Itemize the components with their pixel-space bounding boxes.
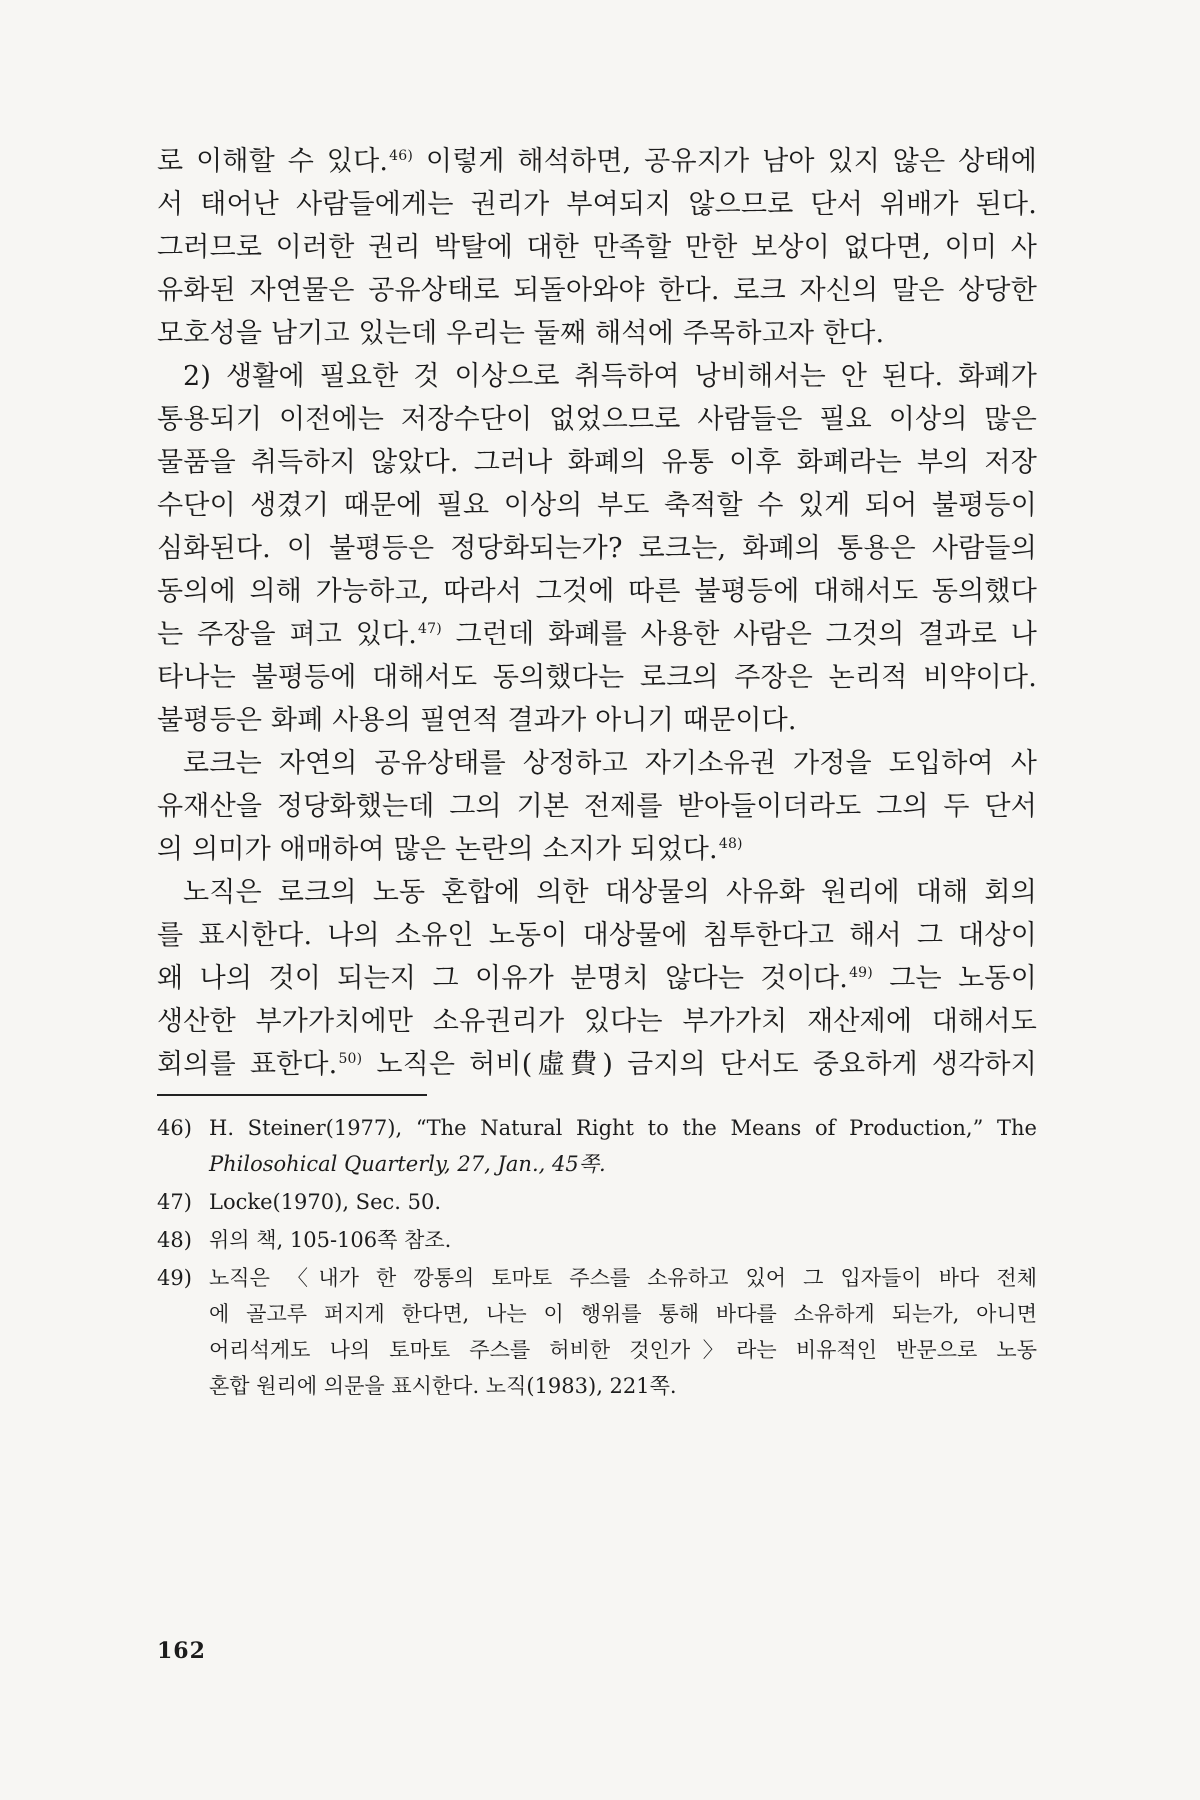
footnote-line: Philosohical Quarterly, 27, Jan., 45쪽. xyxy=(209,1152,606,1176)
page-body xyxy=(157,140,1037,1406)
text-line: 서 태어난 사람들에게는 권리가 부여되지 않으므로 단서 위배가 된다. xyxy=(157,189,1037,220)
text-line: 노직은 로크의 노동 혼합에 의한 대상물의 사유화 원리에 대해 회의 xyxy=(183,877,1037,908)
footnote-number: 47) xyxy=(157,1190,192,1214)
footnote-line: Locke(1970), Sec. 50. xyxy=(209,1190,442,1214)
footnotes xyxy=(157,1110,1037,1404)
body-text xyxy=(157,140,1037,1086)
text-line xyxy=(157,1043,1037,1086)
text-segment: 이렇게 해석하면, 공유지가 남아 있지 않은 상태에 xyxy=(425,146,1037,177)
text-line: 통용되기 이전에는 저장수단이 없었으므로 사람들은 필요 이상의 많은 xyxy=(157,404,1037,435)
footnote-line: H. Steiner(1977), “The Natural Right to the Means of Production,” The xyxy=(209,1116,1037,1140)
footnote-number: 46) xyxy=(157,1116,192,1140)
footnote-divider xyxy=(157,1094,427,1096)
footnote-text xyxy=(209,1260,1037,1404)
text-line: 수단이 생겼기 때문에 필요 이상의 부도 축적할 수 있게 되어 불평등이 xyxy=(157,490,1037,521)
text-line: 로크는 자연의 공유상태를 상정하고 자기소유권 가정을 도입하여 사 xyxy=(183,748,1037,779)
footnote-48 xyxy=(157,1222,1037,1258)
footnote-ref-46[interactable]: 46) xyxy=(389,148,414,164)
text-segment: 는 주장을 펴고 있다. xyxy=(157,619,418,650)
text-line: 유재산을 정당화했는데 그의 기본 전제를 받아들이더라도 그의 두 단서 xyxy=(157,791,1037,822)
footnote-line: 혼합 원리에 의문을 표시한다. 노직(1983), 221쪽. xyxy=(209,1374,677,1398)
text-line: 그러므로 이러한 권리 박탈에 대한 만족할 만한 보상이 없다면, 이미 사 xyxy=(157,232,1037,263)
footnote-46 xyxy=(157,1110,1037,1182)
footnote-line: 어리석게도 나의 토마토 주스를 허비한 것인가〉라는 비유적인 반문으로 노동 xyxy=(209,1338,1037,1362)
text-line: 불평등은 화폐 사용의 필연적 결과가 아니기 때문이다. xyxy=(157,705,797,736)
footnote-text xyxy=(209,1222,1037,1258)
footnote-line: 위의 책, 105-106쪽 참조. xyxy=(209,1228,452,1252)
footnote-text xyxy=(209,1110,1037,1182)
text-segment: 왜 나의 것이 되는지 그 이유가 분명치 않다는 것이다. xyxy=(157,963,849,994)
text-line: 2) 생활에 필요한 것 이상으로 취득하여 낭비해서는 안 된다. 화폐가 xyxy=(183,361,1037,392)
text-line xyxy=(157,828,1037,871)
footnote-ref-47[interactable]: 47) xyxy=(418,621,442,637)
text-line: 물품을 취득하지 않았다. 그러나 화폐의 유통 이후 화폐라는 부의 저장 xyxy=(157,447,1037,478)
text-line: 모호성을 남기고 있는데 우리는 둘째 해석에 주목하고자 한다. xyxy=(157,318,885,349)
footnote-line: 노직은 〈내가 한 깡통의 토마토 주스를 소유하고 있어 그 입자들이 바다 전체 xyxy=(209,1266,1037,1290)
text-line: 를 표시한다. 나의 소유인 노동이 대상물에 침투한다고 해서 그 대상이 xyxy=(157,920,1037,951)
text-line xyxy=(157,957,1037,1000)
text-line xyxy=(157,140,1037,183)
footnote-ref-49[interactable]: 49) xyxy=(849,965,873,981)
footnote-line: 에 골고루 퍼지게 한다면, 나는 이 행위를 통해 바다를 소유하게 되는가, 아니면 xyxy=(209,1302,1037,1326)
text-segment: 회의를 표한다. xyxy=(157,1049,338,1080)
text-line: 심화된다. 이 불평등은 정당화되는가? 로크는, 화폐의 통용은 사람들의 xyxy=(157,533,1037,564)
page-number: 162 xyxy=(157,1638,206,1664)
text-line xyxy=(157,613,1037,656)
text-segment: 의 의미가 애매하여 많은 논란의 소지가 되었다. xyxy=(157,834,718,865)
text-segment: 로 이해할 수 있다. xyxy=(157,146,389,177)
text-line: 생산한 부가가치에만 소유권리가 있다는 부가가치 재산제에 대해서도 xyxy=(157,1006,1037,1037)
text-line: 유화된 자연물은 공유상태로 되돌아와야 한다. 로크 자신의 말은 상당한 xyxy=(157,275,1037,306)
footnote-47 xyxy=(157,1184,1037,1220)
footnote-number: 49) xyxy=(157,1266,192,1290)
footnote-number: 48) xyxy=(157,1228,192,1252)
text-segment: 그런데 화폐를 사용한 사람은 그것의 결과로 나 xyxy=(455,619,1037,650)
footnote-ref-48[interactable]: 48) xyxy=(718,836,743,852)
text-segment: 그는 노동이 xyxy=(889,963,1037,994)
text-line: 동의에 의해 가능하고, 따라서 그것에 따른 불평등에 대해서도 동의했다 xyxy=(157,576,1037,607)
footnote-ref-50[interactable]: 50) xyxy=(338,1051,363,1067)
footnote-text xyxy=(209,1184,1037,1220)
text-line: 타나는 불평등에 대해서도 동의했다는 로크의 주장은 논리적 비약이다. xyxy=(157,662,1037,693)
text-segment: 노직은 허비(虛費) 금지의 단서도 중요하게 생각하지 xyxy=(376,1049,1037,1080)
footnote-49 xyxy=(157,1260,1037,1404)
